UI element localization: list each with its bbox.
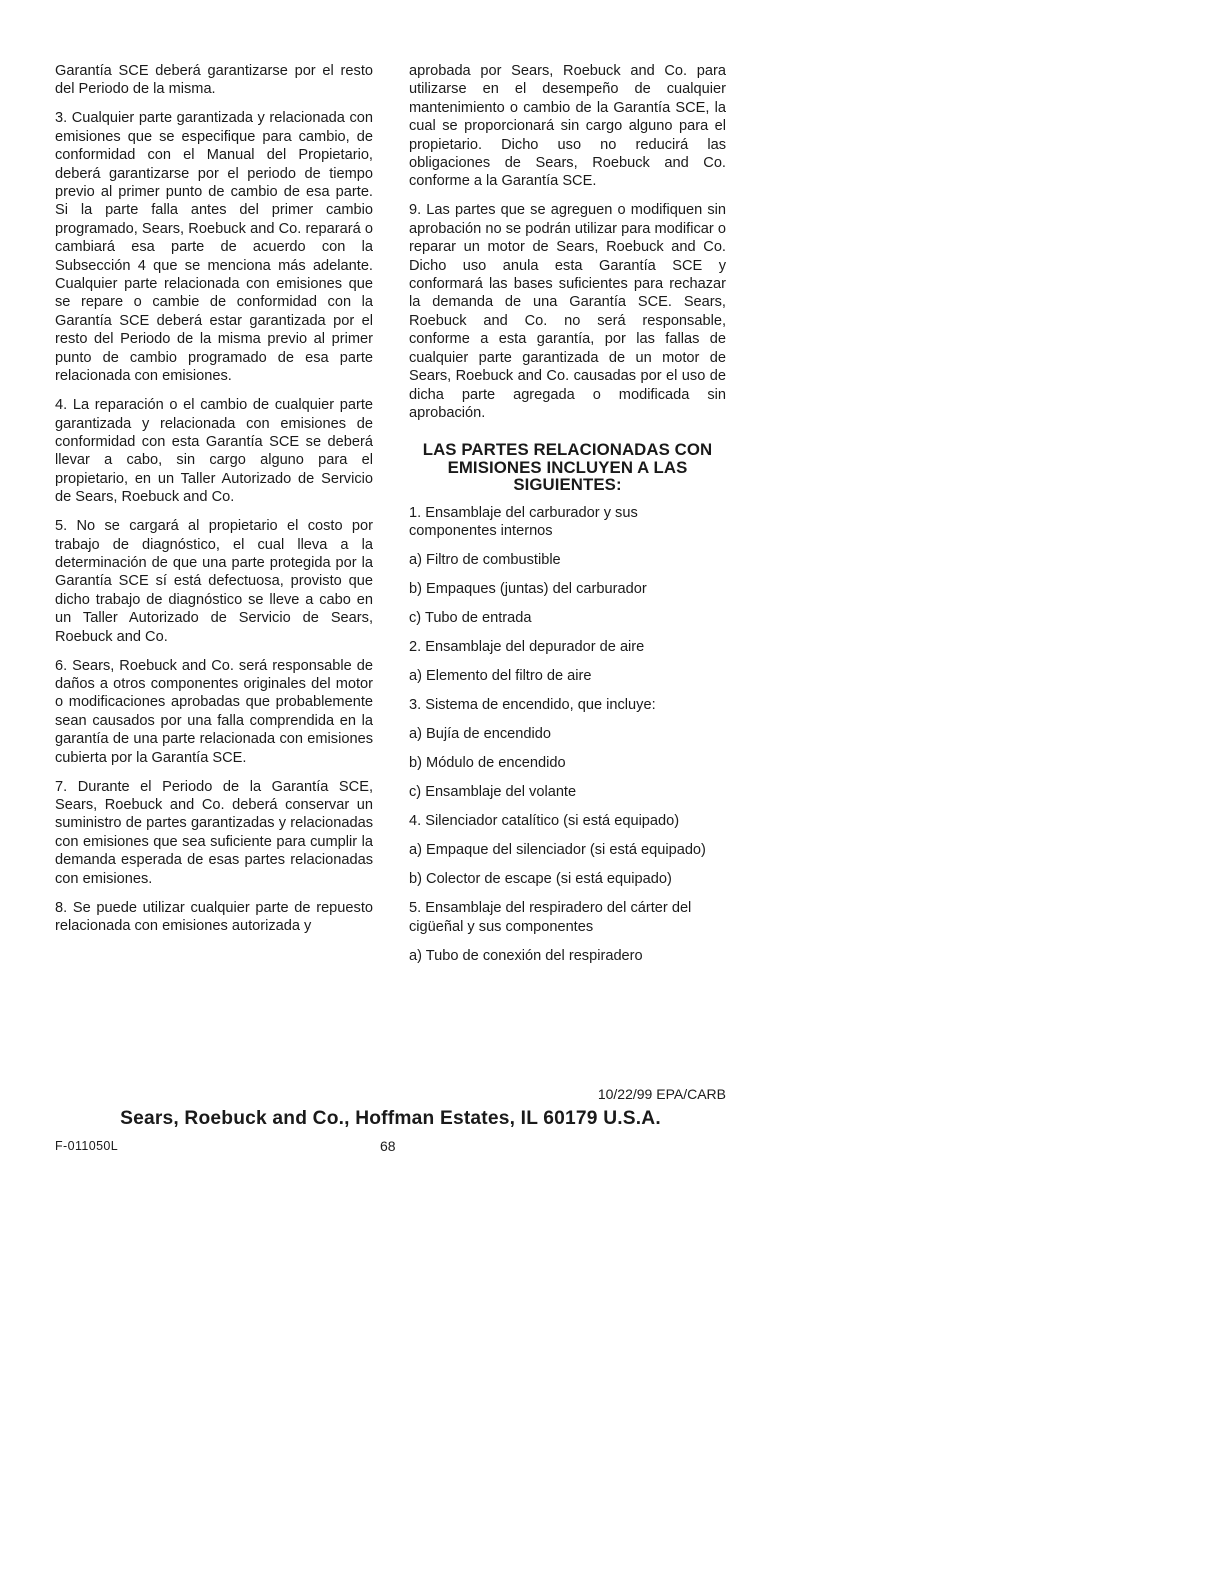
list-item: a) Bujía de encendido — [409, 726, 551, 743]
paragraph-7: 7. Durante el Periodo de la Garantía SCE, Sears, Roebuck and Co. deberá conservar un suministro de partes garantizadas y relacionadas con emisiones que sea suficiente para cumplir la demanda esperada de esas partes relacionadas con emisiones. — [55, 778, 373, 887]
paragraph-8-continuation: aprobada por Sears, Roebuck and Co. para utilizarse en el desempeño de cualquier mantenimiento o cambio de la Garantía SCE, la cual se proporcionará sin cargo alguno para el propietario. Dicho uso no reducirá las obligaciones de Sears, Roebuck and Co. conforme a la Garantía SCE. — [409, 63, 726, 190]
list-item: b) Colector de escape (si está equipado) — [409, 871, 672, 888]
list-item: 2. Ensamblaje del depurador de aire — [409, 639, 645, 656]
list-item: 5. Ensamblaje del respiradero del cárter del cigüeñal y sus componentes — [409, 900, 692, 935]
right-column — [409, 62, 726, 976]
list-item: c) Tubo de entrada — [409, 610, 532, 627]
list-item: a) Elemento del filtro de aire — [409, 668, 592, 685]
paragraph-4: 4. La reparación o el cambio de cualquier parte garantizada y relacionada con emisiones de conformidad con esta Garantía SCE se deberá llevar a cabo, sin cargo alguno para el propietario, en un Taller Autorizado de Servicio de Sears, Roebuck and Co. — [55, 397, 373, 506]
list-item: 1. Ensamblaje del carburador y sus componentes internos — [409, 504, 638, 540]
list-item: a) Empaque del silenciador (si está equipado) — [409, 842, 706, 859]
list-item: 4. Silenciador catalítico (si está equipado) — [409, 813, 680, 830]
section-heading: LAS PARTES RELACIONADAS CON EMISIONES INCLUYEN A LAS SIGUIENTES: — [422, 440, 713, 495]
footer-code: F-011050L — [55, 1139, 119, 1153]
list-item: b) Módulo de encendido — [409, 755, 566, 772]
paragraph-8: 8. Se puede utilizar cualquier parte de repuesto relacionada con emisiones autorizada y — [55, 899, 373, 935]
footer-date: 10/22/99 EPA/CARB — [597, 1086, 726, 1102]
paragraph-9: 9. Las partes que se agreguen o modifiquen sin aprobación no se podrán utilizar para modificar o reparar un motor de Sears, Roebuck and Co. Dicho uso anula esta Garantía SCE y conformará las bases suficientes para rechazar la demanda de una Garantía SCE. Sears, Roebuck and Co. no será responsable, conforme a esta garantía, por las fallas de cualquier parte garantizada de un motor de Sears, Roebuck and Co. causadas por el uso de dicha parte agregada o modificada sin aprobación. — [409, 202, 726, 421]
parts-list — [409, 504, 726, 965]
page-number: 68 — [380, 1138, 396, 1154]
paragraph-3: 3. Cualquier parte garantizada y relacionada con emisiones que se especifique para cambio, de conformidad con el Manual del Propietario, deberá garantizarse por el periodo de tiempo previo al primer punto de cambio de esa parte. Si la parte falla antes del primer cambio programado, Sears, Roebuck and Co. reparará o cambiará esa parte de acuerdo con la Subsección 4 que se menciona más adelante. Cualquier parte relacionada con emisiones que se repare o cambie de conformidad con la Garantía SCE deberá estar garantizada por el resto del Periodo de la misma previo al primer punto de cambio programado de esa parte relacionada con emisiones. — [55, 110, 373, 385]
left-column — [55, 62, 373, 946]
paragraph-6: 6. Sears, Roebuck and Co. será responsable de daños a otros componentes originales del motor o modificaciones aprobadas que probablemente sean causados por una falla comprendida en la garantía de una parte relacionada con emisiones cubierta por la Garantía SCE. — [55, 657, 373, 766]
paragraph-continuation: Garantía SCE deberá garantizarse por el resto del Periodo de la misma. — [55, 63, 373, 98]
list-item: a) Tubo de conexión del respiradero — [409, 947, 643, 964]
paragraph-5: 5. No se cargará al propietario el costo por trabajo de diagnóstico, el cual lleva a la determinación de que una parte protegida por la Garantía SCE sí está defectuosa, provisto que dicho trabajo de diagnóstico se lleve a cabo en un Taller Autorizado de Servicio de Sears, Roebuck and Co. — [55, 518, 373, 645]
list-item: a) Filtro de combustible — [409, 552, 561, 569]
list-item: b) Empaques (juntas) del carburador — [409, 581, 647, 598]
list-item: c) Ensamblaje del volante — [409, 784, 577, 801]
list-item: 3. Sistema de encendido, que incluye: — [409, 697, 656, 714]
footer-company: Sears, Roebuck and Co., Hoffman Estates, IL 60179 U.S.A. — [120, 1108, 661, 1129]
